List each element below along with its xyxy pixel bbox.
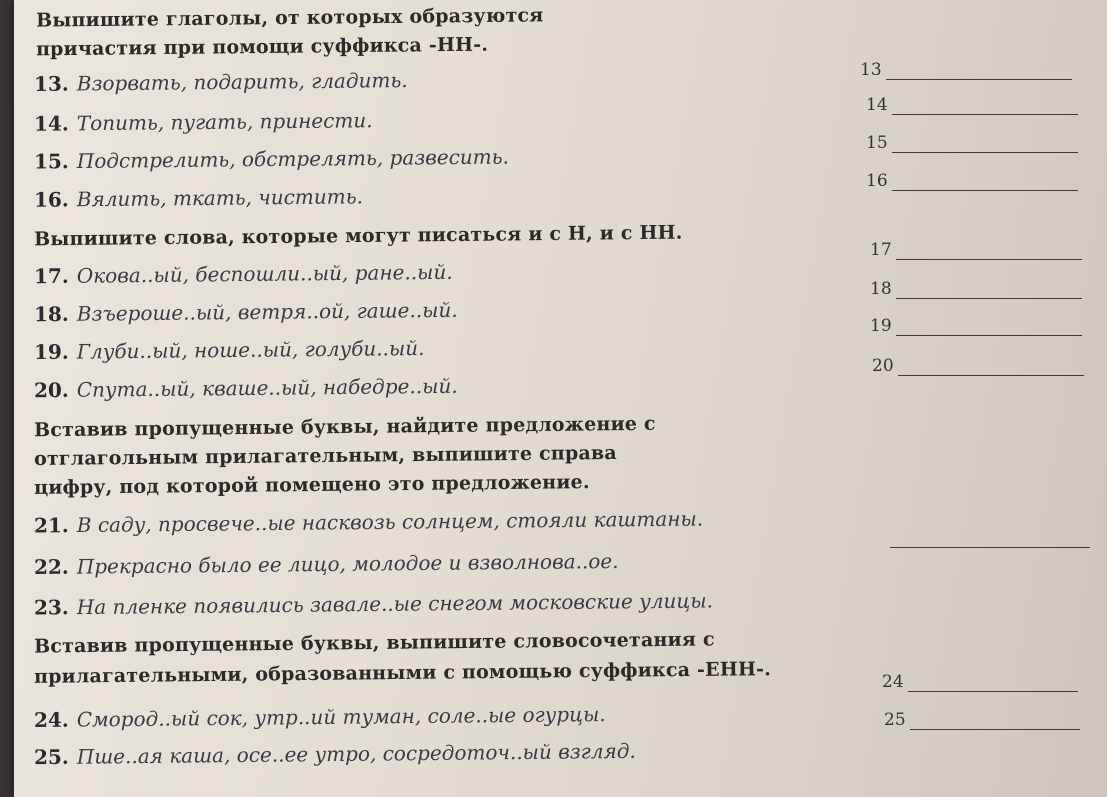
- task-text: Прекрасно было ее лицо, молодое и взволнова..ое.: [76, 548, 619, 579]
- section-heading-3-line-2: отглагольным прилагательным, выпишите справа: [33, 441, 617, 471]
- answer-line: [892, 176, 1078, 191]
- book-spine-edge: [0, 0, 14, 797]
- task-16: [34, 184, 363, 211]
- section-heading-2: Выпишите слова, которые могут писаться и с Н, и с НН.: [33, 221, 683, 251]
- section-heading-1-line-2: причастия при помощи суффикса -НН-.: [35, 33, 489, 61]
- task-text: В саду, просвече..ые насквозь солнцем, стояли каштаны.: [76, 506, 704, 538]
- answer-line: [892, 138, 1078, 153]
- answer-number: 18: [870, 279, 892, 299]
- task-text: Пше..ая каша, осе..ее утро, сосредоточ..ый взгляд.: [76, 738, 636, 769]
- section-heading-1-line-1: Выпишите глаголы, от которых образуются: [35, 4, 544, 32]
- task-15: [34, 145, 509, 174]
- task-text: Взъероше..ый, ветря..ой, гаше..ый.: [76, 297, 458, 326]
- task-number: 19.: [33, 339, 69, 365]
- answer-line: [908, 677, 1078, 692]
- answer-blank-19[interactable]: [870, 316, 1082, 336]
- answer-blank-20[interactable]: [872, 356, 1084, 376]
- answer-line: [910, 715, 1080, 730]
- task-number: 15.: [33, 149, 69, 174]
- answer-blank-13[interactable]: [860, 60, 1072, 80]
- answer-blank-14[interactable]: [866, 95, 1078, 115]
- task-number: 23.: [33, 595, 69, 620]
- task-25: [34, 739, 636, 769]
- task-24: [34, 702, 606, 732]
- task-text: Взорвать, подарить, гладить.: [76, 68, 408, 96]
- task-number: 21.: [33, 513, 69, 538]
- answer-number: 15: [866, 133, 888, 153]
- task-17: [34, 260, 453, 288]
- section-heading-4-line-2: прилагательными, образованными с помощью суффикса -ЕНН-.: [33, 658, 772, 688]
- answer-blank-16[interactable]: [866, 171, 1078, 191]
- task-text: Смород..ый сок, утр..ий туман, соле..ые огурцы.: [76, 702, 606, 732]
- answer-line: [898, 361, 1084, 376]
- answer-number: 20: [872, 356, 894, 376]
- answer-line: [896, 321, 1082, 336]
- task-number: 24.: [33, 707, 69, 732]
- answer-blank-21-23[interactable]: [886, 528, 1090, 548]
- answer-number: 14: [866, 95, 888, 115]
- task-text: Вялить, ткать, чистить.: [76, 184, 364, 212]
- section-heading-3-line-3: цифру, под которой помещено это предложение.: [33, 471, 590, 499]
- answer-blank-25[interactable]: [884, 710, 1080, 730]
- task-text: Глуби..ый, ноше..ый, голуби..ый.: [76, 335, 425, 364]
- answer-number: 19: [870, 316, 892, 336]
- task-number: 14.: [33, 111, 69, 136]
- task-text: Окова..ый, беспошли..ый, ране..ый.: [76, 259, 453, 288]
- task-number: 22.: [33, 554, 69, 580]
- answer-number: 24: [882, 672, 904, 692]
- task-22: [34, 549, 619, 579]
- answer-number: 25: [884, 710, 906, 730]
- task-text: На пленке появились завале..ые снегом московские улицы.: [76, 588, 714, 620]
- task-14: [34, 108, 373, 136]
- section-heading-3-line-1: Вставив пропущенные буквы, найдите предложение с: [33, 412, 656, 442]
- answer-line: [896, 284, 1082, 299]
- answer-number: 17: [870, 240, 892, 260]
- task-13: [34, 68, 408, 96]
- answer-blank-15[interactable]: [866, 133, 1078, 153]
- section-heading-4-line-1: Вставив пропущенные буквы, выпишите словосочетания с: [33, 628, 715, 658]
- task-number: 20.: [33, 377, 69, 403]
- task-19: [34, 336, 425, 364]
- textbook-page: [14, 0, 1107, 797]
- task-number: 25.: [33, 744, 69, 770]
- answer-number: 13: [860, 60, 882, 80]
- answer-number: 16: [866, 171, 888, 191]
- task-text: Топить, пугать, принести.: [76, 108, 373, 136]
- task-23: [34, 588, 713, 619]
- task-20: [34, 374, 458, 402]
- answer-blank-17[interactable]: [870, 240, 1082, 260]
- answer-blank-18[interactable]: [870, 279, 1082, 299]
- answer-line: [890, 533, 1090, 548]
- task-number: 17.: [33, 263, 69, 289]
- task-number: 16.: [33, 187, 69, 212]
- task-18: [34, 298, 458, 326]
- answer-blank-24[interactable]: [882, 672, 1078, 692]
- task-text: Подстрелить, обстрелять, развесить.: [76, 144, 510, 174]
- task-21: [34, 506, 703, 537]
- answer-line: [886, 65, 1072, 80]
- task-number: 18.: [33, 301, 69, 327]
- task-text: Спута..ый, кваше..ый, набедре..ый.: [76, 373, 458, 402]
- task-number: 13.: [33, 71, 69, 96]
- answer-line: [896, 245, 1082, 260]
- answer-line: [892, 100, 1078, 115]
